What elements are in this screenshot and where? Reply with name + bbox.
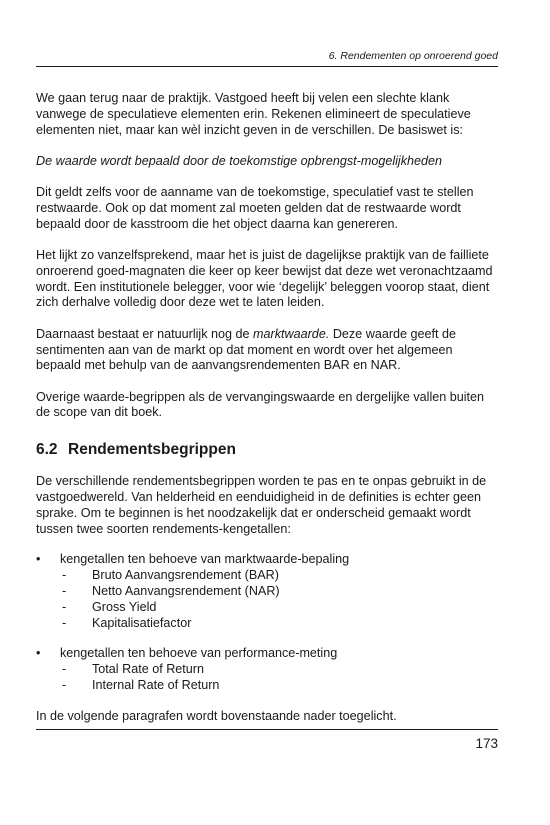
sub-item-label: Internal Rate of Return (92, 678, 220, 693)
sub-item (36, 662, 500, 678)
market-term: marktwaarde. (253, 326, 330, 341)
sub-item-label: Kapitalisatiefactor (92, 615, 192, 630)
sub-item (36, 600, 500, 616)
paragraph-closing: In de volgende paragrafen wordt bovenstaande nader toegelicht. (36, 708, 397, 723)
header-rule (36, 66, 498, 67)
page-number: 173 (475, 736, 498, 751)
bullet-icon: • (36, 552, 41, 567)
paragraph-section-intro: De verschillende rendementsbegrippen worden te pas en te onpas gebruikt in de vastgoedwereld. Van helderheid en eenduidigheid in de definities is echter geen sprake. Om te beginnen is het noodzakelijk dat er onderscheid gemaakt wordt tussen twee soorten rendements-kengetallen: (36, 474, 487, 536)
footer-rule (36, 729, 498, 730)
section-heading (36, 441, 500, 459)
paragraph-practice: Het lijkt zo vanzelfsprekend, maar het is juist de dagelijkse praktijk van de failliete onroerend goed-magnaten die keer op keer bewijst dat deze wet veronachtzaamd wordt. Een institutionele belegger, voor wie ‘degelijk’ beleggen voorop staat, dient zich derhalve volledig door deze wet te laten leiden. (36, 248, 493, 310)
dash-icon: - (62, 615, 67, 630)
bullet-label: kengetallen ten behoeve van marktwaarde-bepaling (60, 552, 350, 567)
sub-item-label: Bruto Aanvangsrendement (BAR) (92, 568, 279, 583)
sub-item (36, 568, 500, 584)
bullet-item (36, 646, 500, 662)
sub-item-label: Total Rate of Return (92, 662, 205, 677)
dash-icon: - (62, 584, 67, 599)
running-header: 6. Rendementen op onroerend goed (328, 50, 498, 62)
dash-icon: - (62, 599, 67, 614)
sub-item-label: Netto Aanvangsrendement (NAR) (92, 584, 280, 599)
dash-icon: - (62, 678, 67, 693)
paragraph-residual-value: Dit geldt zelfs voor de aanname van de toekomstige, speculatief vast te stellen restwaarde. Ook op dat moment zal moeten gelden dat de restwaarde wordt bepaald door de kasstroom die het object daarna kan genereren. (36, 185, 474, 231)
bullet-group-performance (36, 646, 500, 693)
market-text-before: Daarnaast bestaat er natuurlijk nog de (36, 326, 254, 341)
paragraph-other-values: Overige waarde-begrippen als de vervangingswaarde en dergelijke vallen buiten de scope van dit boek. (36, 389, 485, 420)
section-title: Rendementsbegrippen (68, 441, 236, 459)
bullet-item (36, 552, 500, 568)
section-number: 6.2 (36, 441, 58, 459)
sub-item (36, 584, 500, 600)
bullet-label: kengetallen ten behoeve van performance-meting (60, 646, 338, 661)
dash-icon: - (62, 662, 67, 677)
sub-item-label: Gross Yield (92, 599, 157, 614)
bullet-group-market (36, 552, 500, 631)
paragraph-market-value (36, 327, 500, 374)
market-text-after: Deze waarde geeft de sentimenten aan van de markt op dat moment en wordt over het algemeen bepaald met behulp van de aanvangsrendementen BAR en NAR. (36, 326, 457, 373)
dash-icon: - (62, 568, 67, 583)
sub-item (36, 678, 500, 694)
sub-item (36, 616, 500, 632)
paragraph-basic-law: De waarde wordt bepaald door de toekomstige opbrengst-mogelijkheden (36, 153, 443, 168)
paragraph-intro: We gaan terug naar de praktijk. Vastgoed heeft bij velen een slechte klank vanwege de speculatieve elementen erin. Rekenen elimineert de speculatieve elementen niet, maar kan wèl inzicht geven in de verschillen. De basiswet is: (36, 91, 471, 137)
page-body (36, 91, 500, 740)
bullet-icon: • (36, 646, 41, 661)
